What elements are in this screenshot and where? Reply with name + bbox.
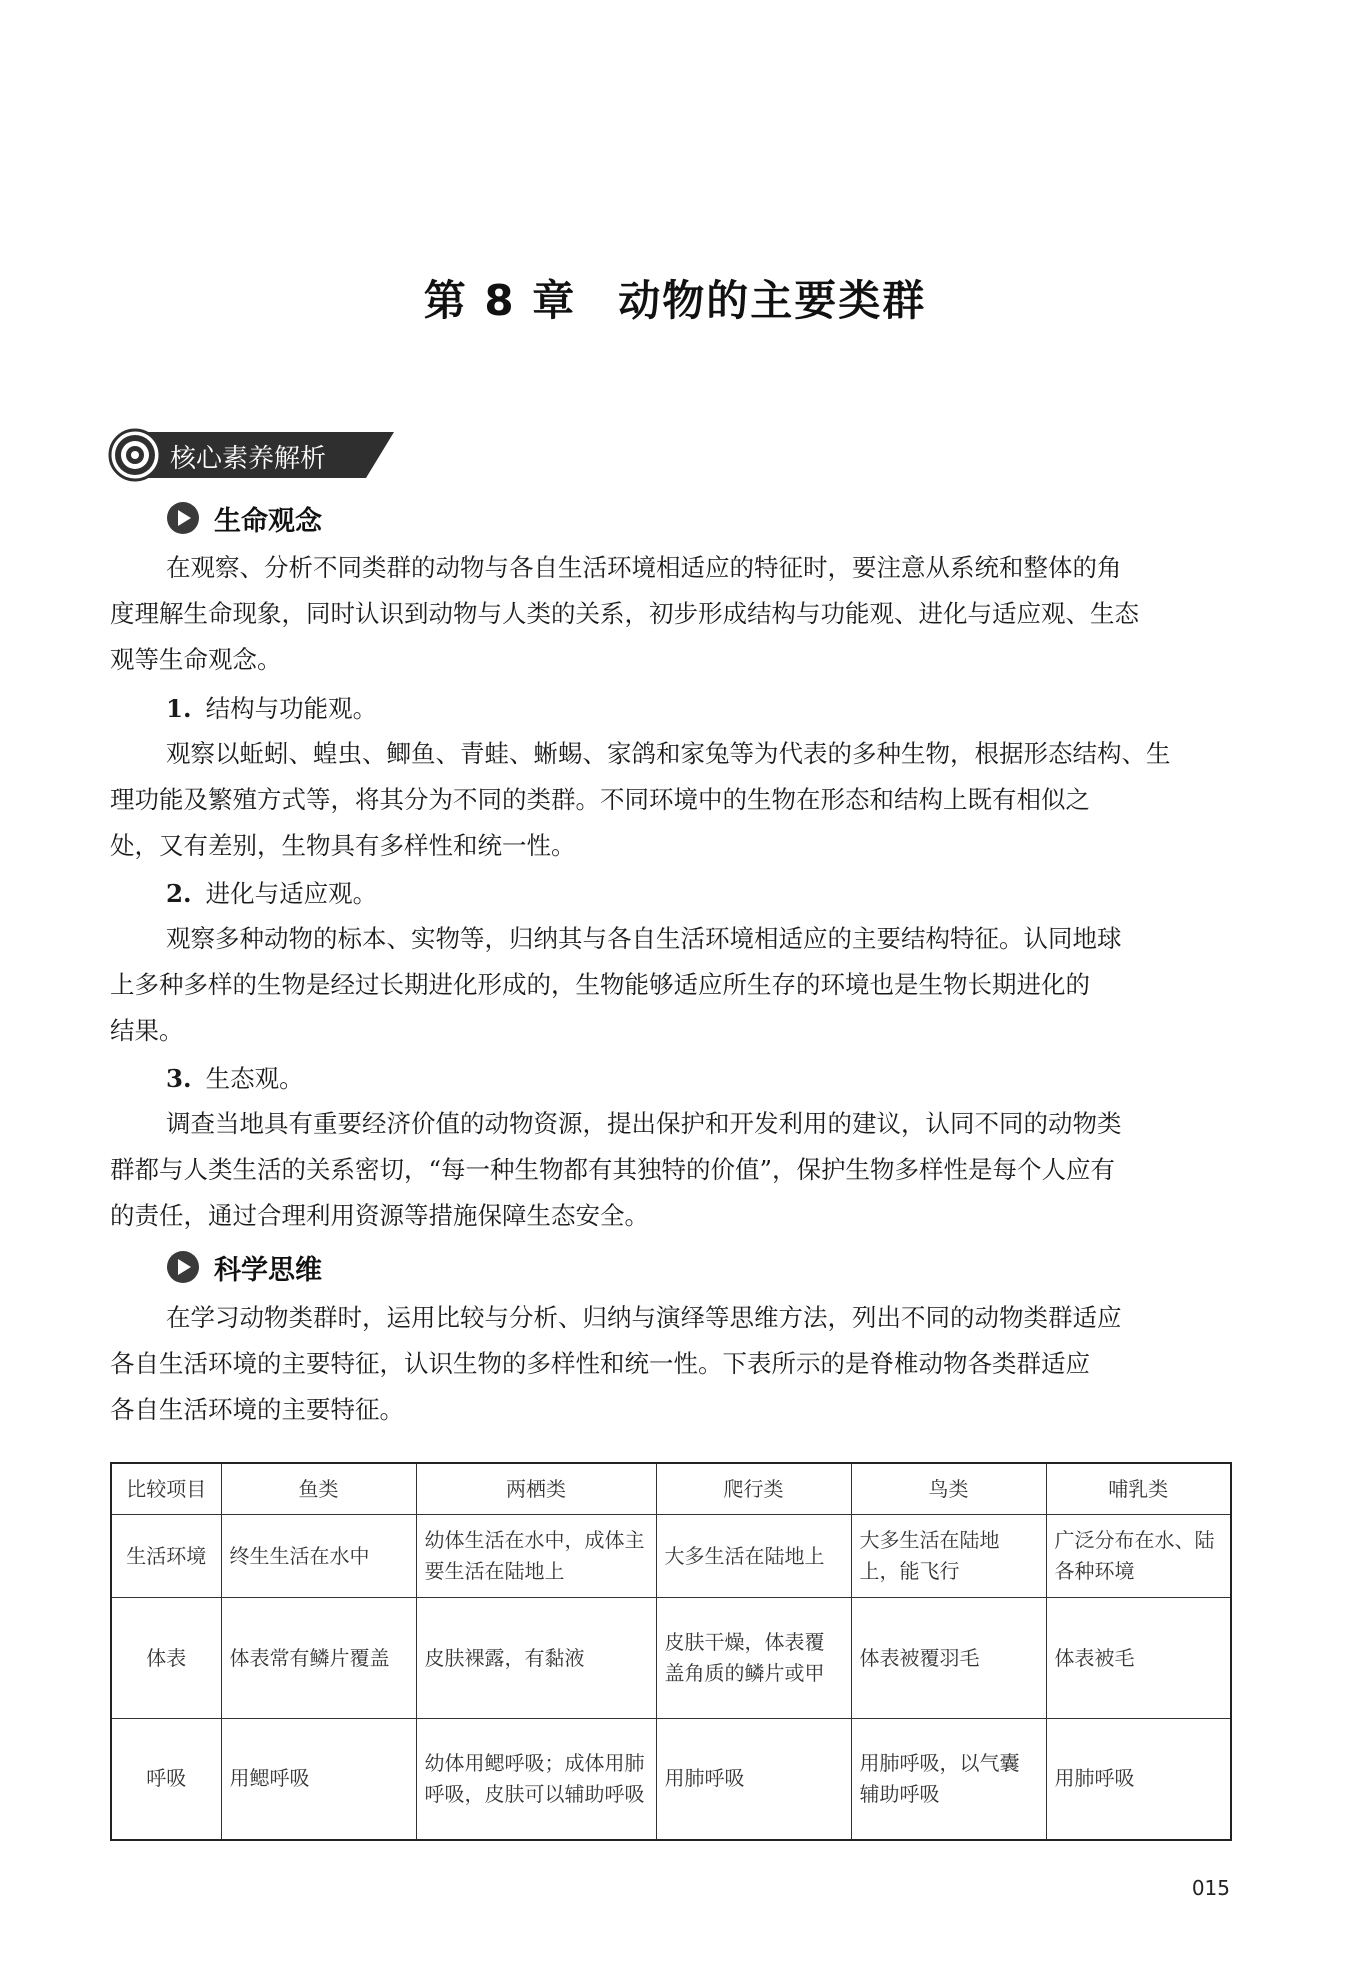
table-header: 比较项目 [111,1463,221,1515]
item-1-title: 1. 结构与功能观。 [166,694,378,723]
table-cell: 用肺呼吸 [656,1719,851,1840]
table-header: 鱼类 [221,1463,416,1515]
banner-label: 核心素养解析 [170,444,327,474]
page-number: 015 [1191,1876,1230,1900]
table-cell: 体表常有鳞片覆盖 [221,1598,416,1719]
item-2-body: 观察多种动物的标本、实物等，归纳其与各自生活环境相适应的主要结构特征。认同地球 上多种多样的生物是经过长期进化形成的，生物能够适应所生存的环境也是生物长期进化的 结果。 [110,924,1122,1045]
item-1-body: 观察以蚯蚓、蝗虫、鲫鱼、青蛙、蜥蜴、家鸽和家兔等为代表的多种生物，根据形态结构、生 理功能及繁殖方式等，将其分为不同的类群。不同环境中的生物在形态和结构上既有相似之 处，又有差别，生物具有多样性和统一性。 [110,739,1171,860]
life-concept-intro: 在观察、分析不同类群的动物与各自生活环境相适应的特征时，要注意从系统和整体的角 度理解生命现象，同时认识到动物与人类的关系，初步形成结构与功能观、进化与适应观、生态 观等生命观念。 [110,553,1139,674]
table-row [111,1515,1231,1598]
table-header: 两栖类 [416,1463,656,1515]
table-cell: 用肺呼吸 [1046,1719,1231,1840]
target-icon [115,435,155,475]
table-cell: 广泛分布在水、陆各种环境 [1046,1515,1231,1598]
table-cell: 大多生活在陆地上 [656,1515,851,1598]
table-cell: 终生生活在水中 [221,1515,416,1598]
table-cell: 体表被覆羽毛 [851,1598,1046,1719]
table-cell: 幼体生活在水中，成体主要生活在陆地上 [416,1515,656,1598]
table-header: 爬行类 [656,1463,851,1515]
table-cell: 用肺呼吸，以气囊辅助呼吸 [851,1719,1046,1840]
table-cell: 用鳃呼吸 [221,1719,416,1840]
item-2-title: 2. 进化与适应观。 [166,879,378,908]
table-row [111,1719,1231,1840]
play-arrow-icon [166,1250,200,1284]
table-cell: 生活环境 [111,1515,221,1598]
item-3-body: 调查当地具有重要经济价值的动物资源，提出保护和开发利用的建议，认同不同的动物类 群都与人类生活的关系密切，“每一种生物都有其独特的价值”，保护生物多样性是每个人应有 的责任，通过合理利用资源等措施保障生态安全。 [110,1109,1122,1230]
scientific-thinking-body: 在学习动物类群时，运用比较与分析、归纳与演绎等思维方法，列出不同的动物类群适应 各自生活环境的主要特征，认识生物的多样性和统一性。下表所示的是脊椎动物各类群适应 各自生活环境的主要特征。 [110,1303,1122,1424]
chapter-name: 动物的主要类群 [618,276,927,325]
table-header: 鸟类 [851,1463,1046,1515]
table-cell: 体表被毛 [1046,1598,1231,1719]
table-cell: 幼体用鳃呼吸；成体用肺呼吸，皮肤可以辅助呼吸 [416,1719,656,1840]
table-cell: 皮肤裸露，有黏液 [416,1598,656,1719]
table-header-row [111,1463,1231,1515]
table-header: 哺乳类 [1046,1463,1231,1515]
section-heading-scientific-thinking: 科学思维 [166,1247,322,1287]
chapter-title [0,268,1350,328]
table-row [111,1598,1231,1719]
table-cell: 大多生活在陆地上，能飞行 [851,1515,1046,1598]
chapter-number: 第 8 章 [423,276,577,325]
section-heading-life-concept: 生命观念 [166,498,322,538]
table-cell: 体表 [111,1598,221,1719]
core-literacy-banner [108,428,408,482]
item-3-title: 3. 生态观。 [166,1064,304,1093]
vertebrate-comparison-table [110,1462,1230,1841]
table-cell: 皮肤干燥，体表覆盖角质的鳞片或甲 [656,1598,851,1719]
table-cell: 呼吸 [111,1719,221,1840]
play-arrow-icon [166,501,200,535]
